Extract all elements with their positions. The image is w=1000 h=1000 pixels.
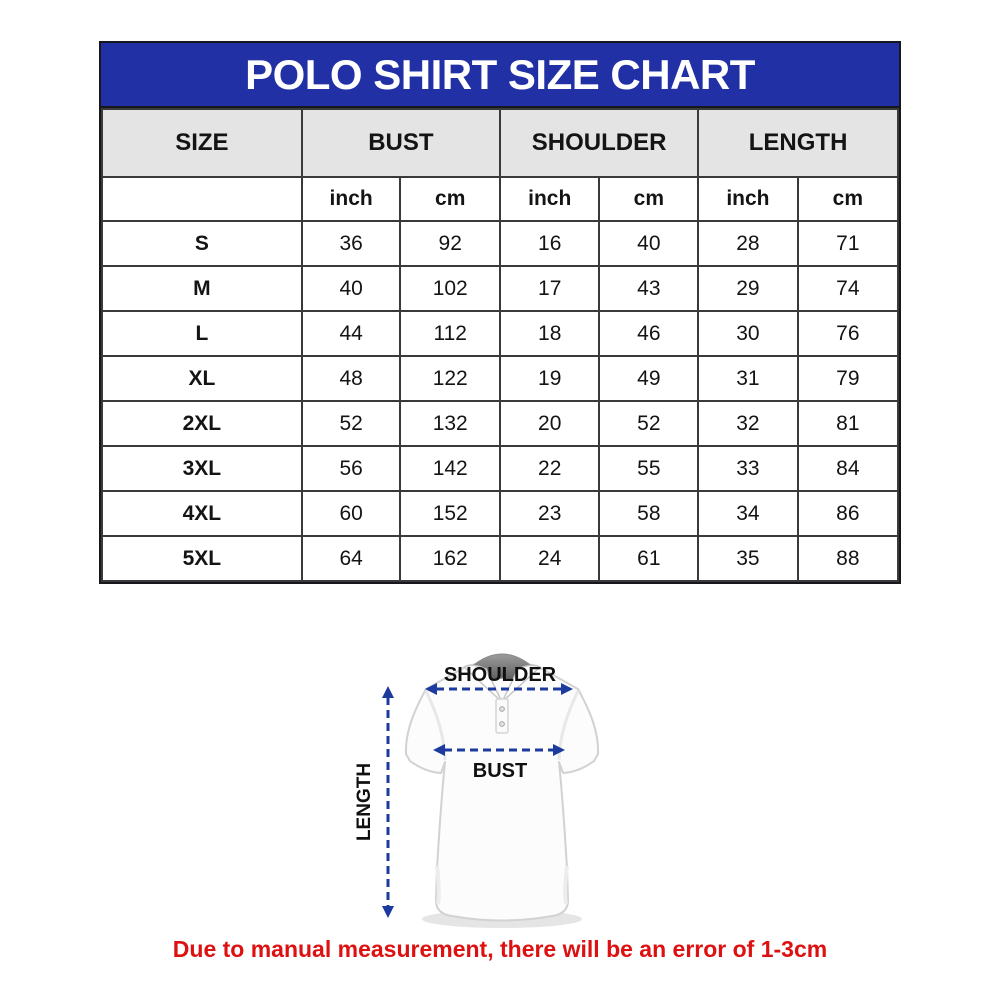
value-cell: 30 <box>698 311 798 356</box>
bust-label: BUST <box>472 760 528 782</box>
size-cell: S <box>102 221 302 266</box>
polo-shirt-illustration <box>406 654 598 928</box>
value-cell: 31 <box>698 356 798 401</box>
value-cell: 92 <box>400 221 500 266</box>
value-cell: 34 <box>698 491 798 536</box>
shoulder-label: SHOULDER <box>443 664 557 686</box>
value-cell: 52 <box>302 401 401 446</box>
value-cell: 48 <box>302 356 401 401</box>
unit-header-row <box>102 177 898 221</box>
size-cell: XL <box>102 356 302 401</box>
column-header-shoulder: SHOULDER <box>500 109 698 177</box>
measurement-diagram <box>340 636 660 942</box>
value-cell: 36 <box>302 221 401 266</box>
value-cell: 52 <box>599 401 698 446</box>
value-cell: 16 <box>500 221 600 266</box>
value-cell: 40 <box>599 221 698 266</box>
table-row <box>102 311 898 356</box>
value-cell: 79 <box>798 356 898 401</box>
table-row <box>102 266 898 311</box>
value-cell: 56 <box>302 446 401 491</box>
value-cell: 17 <box>500 266 600 311</box>
unit-header-bust-inch: inch <box>302 177 401 221</box>
value-cell: 40 <box>302 266 401 311</box>
size-cell: L <box>102 311 302 356</box>
measurement-note: Due to manual measurement, there will be an error of 1-3cm <box>172 936 828 962</box>
value-cell: 46 <box>599 311 698 356</box>
unit-header-bust-cm: cm <box>400 177 500 221</box>
value-cell: 71 <box>798 221 898 266</box>
size-cell: 3XL <box>102 446 302 491</box>
table-row <box>102 401 898 446</box>
value-cell: 162 <box>400 536 500 581</box>
size-table <box>101 108 899 582</box>
size-cell: 5XL <box>102 536 302 581</box>
value-cell: 20 <box>500 401 600 446</box>
table-row <box>102 356 898 401</box>
value-cell: 61 <box>599 536 698 581</box>
value-cell: 86 <box>798 491 898 536</box>
value-cell: 74 <box>798 266 898 311</box>
table-row <box>102 221 898 266</box>
value-cell: 152 <box>400 491 500 536</box>
value-cell: 33 <box>698 446 798 491</box>
value-cell: 122 <box>400 356 500 401</box>
value-cell: 18 <box>500 311 600 356</box>
unit-header-shoulder-cm: cm <box>599 177 698 221</box>
value-cell: 76 <box>798 311 898 356</box>
value-cell: 81 <box>798 401 898 446</box>
value-cell: 88 <box>798 536 898 581</box>
value-cell: 28 <box>698 221 798 266</box>
size-cell: 2XL <box>102 401 302 446</box>
column-header-bust: BUST <box>302 109 500 177</box>
value-cell: 43 <box>599 266 698 311</box>
value-cell: 132 <box>400 401 500 446</box>
value-cell: 64 <box>302 536 401 581</box>
length-label: LENGTH <box>354 762 375 842</box>
value-cell: 19 <box>500 356 600 401</box>
value-cell: 49 <box>599 356 698 401</box>
size-cell: 4XL <box>102 491 302 536</box>
value-cell: 32 <box>698 401 798 446</box>
value-cell: 22 <box>500 446 600 491</box>
table-row <box>102 536 898 581</box>
value-cell: 142 <box>400 446 500 491</box>
unit-cell-empty <box>102 177 302 221</box>
table-row <box>102 491 898 536</box>
value-cell: 35 <box>698 536 798 581</box>
value-cell: 112 <box>400 311 500 356</box>
value-cell: 44 <box>302 311 401 356</box>
unit-header-length-inch: inch <box>698 177 798 221</box>
unit-header-shoulder-inch: inch <box>500 177 600 221</box>
value-cell: 29 <box>698 266 798 311</box>
size-chart-panel <box>99 41 901 584</box>
chart-title: POLO SHIRT SIZE CHART <box>101 43 899 108</box>
value-cell: 60 <box>302 491 401 536</box>
value-cell: 102 <box>400 266 500 311</box>
length-arrow <box>382 686 394 918</box>
value-cell: 84 <box>798 446 898 491</box>
column-header-size: SIZE <box>102 109 302 177</box>
value-cell: 24 <box>500 536 600 581</box>
value-cell: 23 <box>500 491 600 536</box>
column-header-length: LENGTH <box>698 109 898 177</box>
group-header-row <box>102 109 898 177</box>
value-cell: 58 <box>599 491 698 536</box>
value-cell: 55 <box>599 446 698 491</box>
size-cell: M <box>102 266 302 311</box>
table-row <box>102 446 898 491</box>
unit-header-length-cm: cm <box>798 177 898 221</box>
